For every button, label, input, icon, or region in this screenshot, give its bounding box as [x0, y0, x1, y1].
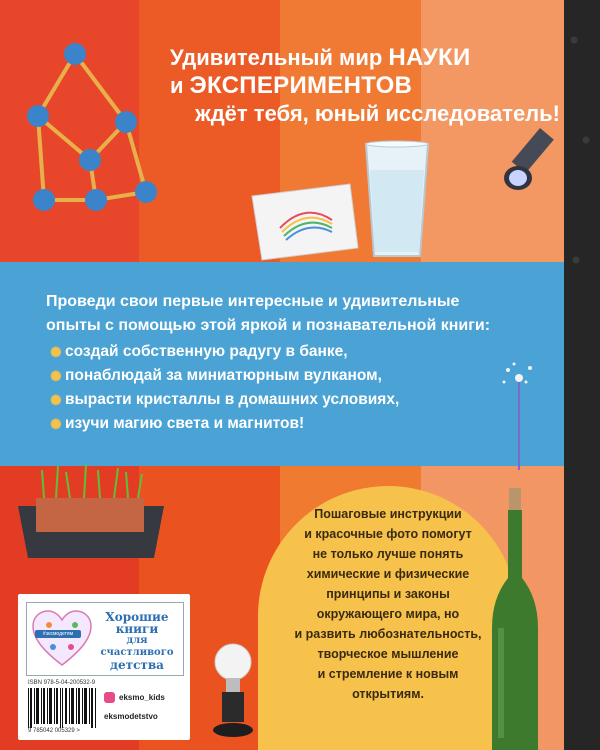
light-bulb-illustration [210, 642, 256, 738]
intro-line-1: Проведи свои первые интересные и удивительные [46, 293, 460, 310]
molecule-model-illustration [20, 40, 170, 220]
info-circle-text: Пошаговые инструкции и красочные фото помогут не только лучше понять химические и физические принципы и законы окружающего мира, но и развить любознательность, творческое мышление и стремление к новым открытиям. [294, 507, 482, 701]
headline-line-2: и ЭКСПЕРИМЕНТОВ [170, 72, 413, 99]
intro-line-2: опыты с помощью этой яркой и познавательной книги: [46, 317, 491, 334]
social-handle: eksmo_kids [104, 692, 165, 703]
sun-icon: ✺ [50, 344, 62, 360]
info-circle [258, 486, 518, 750]
barcode [28, 688, 98, 728]
headline-line-1: Удивительный мир НАУКИ [170, 44, 471, 71]
slogan-box [26, 602, 184, 676]
sun-icon: ✺ [50, 392, 62, 408]
publisher-label [18, 594, 190, 740]
water-glass-illustration [362, 140, 432, 262]
hashtag-badge: #эксмодетям [35, 630, 81, 638]
list-item: ✺ изучи магию света и магнитов! [50, 415, 305, 432]
heart-icon [31, 609, 93, 667]
headline-line-3: ждёт тебя, юный исследователь! [195, 101, 560, 126]
site-name: eksmodetstvo [104, 712, 158, 721]
sparkler-illustration [494, 360, 544, 470]
rainbow-card-illustration [250, 180, 360, 262]
isbn-text: ISBN 978-5-04-200532-9 [28, 680, 96, 686]
list-item: ✺ понаблюдай за миниатюрным вулканом, [50, 367, 382, 384]
green-bottle-illustration [490, 488, 540, 750]
list-item: ✺ вырасти кристаллы в домашних условиях, [50, 391, 400, 408]
list-item: ✺ создай собственную радугу в банке, [50, 343, 348, 360]
instagram-icon [104, 692, 115, 703]
book-spine [564, 0, 600, 750]
barcode-digits: 9 785042 005329 > [28, 728, 80, 734]
slogan-text: Хорошие книги для счастливого детства [100, 610, 174, 672]
sun-icon: ✺ [50, 368, 62, 384]
flashlight-illustration [500, 128, 564, 198]
grass-brick-illustration [14, 462, 174, 562]
bullet-list [50, 340, 490, 436]
sun-icon: ✺ [50, 416, 62, 432]
intro-text [46, 290, 546, 338]
